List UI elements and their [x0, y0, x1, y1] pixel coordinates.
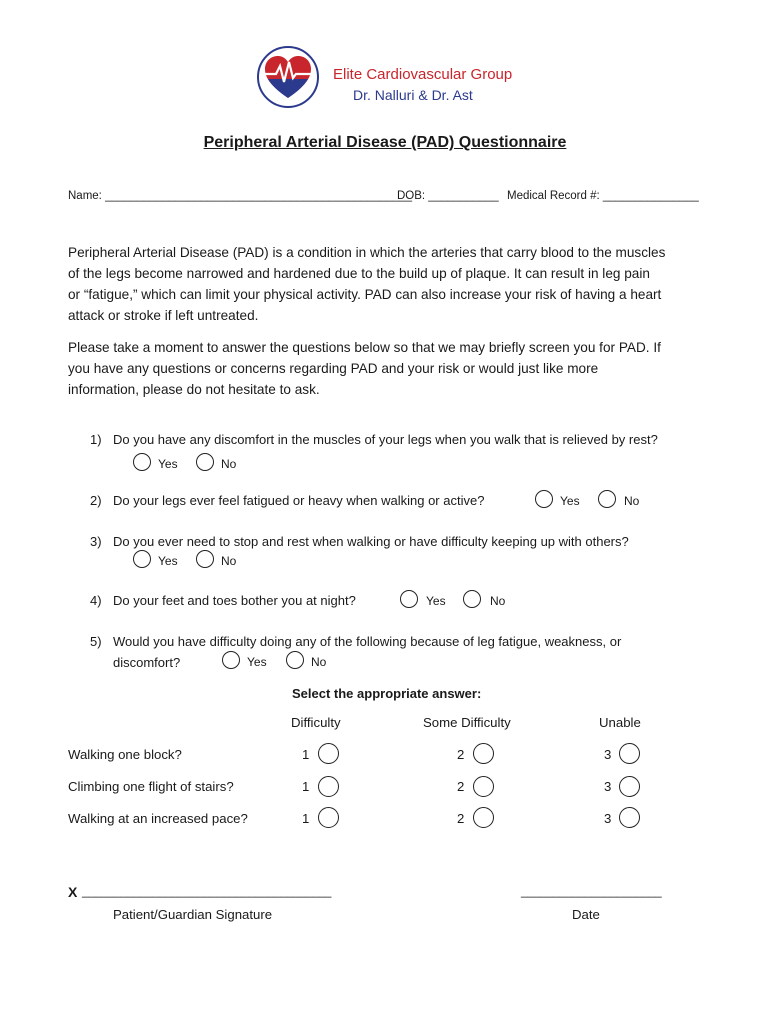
q5-yes-radio[interactable]: [222, 651, 240, 669]
q5-yes-label: Yes: [247, 655, 267, 669]
intro-line: Please take a moment to answer the questions below so that we may briefly screen you for PAD. If: [68, 340, 661, 355]
q2-yes-radio[interactable]: [535, 490, 553, 508]
q1-yes-radio[interactable]: [133, 453, 151, 471]
medical-record-field[interactable]: Medical Record #: _______________: [507, 190, 699, 202]
intro-paragraph-1: [68, 242, 708, 326]
intro-line: information, please do not hesitate to ask.: [68, 382, 320, 397]
row1-value-1: 1: [302, 747, 310, 762]
question-3-number: 3): [90, 534, 102, 549]
row1-unable-radio[interactable]: [619, 743, 640, 764]
dob-field[interactable]: DOB: ___________: [397, 190, 499, 202]
q2-no-label: No: [624, 494, 640, 508]
row2-unable-radio[interactable]: [619, 776, 640, 797]
signature-mark: X: [68, 884, 78, 900]
logo-emblem: [257, 46, 319, 108]
name-field[interactable]: Name: ________________________________________________: [68, 190, 413, 202]
intro-line: or “fatigue,” which can limit your physical activity. PAD can also increase your risk of having a heart: [68, 287, 662, 302]
row3-value-2: 2: [457, 811, 465, 826]
row-walking-increased-pace: Walking at an increased pace?: [68, 811, 248, 826]
row1-value-2: 2: [457, 747, 465, 762]
question-4-number: 4): [90, 593, 102, 608]
question-5-number: 5): [90, 634, 102, 649]
signature-line[interactable]: _______________________________________: [82, 886, 332, 898]
q1-no-radio[interactable]: [196, 453, 214, 471]
column-some-difficulty: Some Difficulty: [423, 715, 511, 730]
q5-no-radio[interactable]: [286, 651, 304, 669]
q4-yes-label: Yes: [426, 594, 446, 608]
q1-no-label: No: [221, 457, 237, 471]
row3-value-1: 1: [302, 811, 310, 826]
q5-no-label: No: [311, 655, 327, 669]
question-5-text: Would you have difficulty doing any of the following because of leg fatigue, weakness, or: [113, 634, 622, 649]
question-5-text-continued: discomfort?: [113, 655, 181, 670]
row1-some-difficulty-radio[interactable]: [473, 743, 494, 764]
q4-yes-radio[interactable]: [400, 590, 418, 608]
intro-line: attack or stroke if left untreated.: [68, 308, 259, 323]
q3-yes-radio[interactable]: [133, 550, 151, 568]
logo-name: Elite Cardiovascular Group: [333, 66, 513, 83]
row2-some-difficulty-radio[interactable]: [473, 776, 494, 797]
column-difficulty: Difficulty: [291, 715, 341, 730]
row2-value-1: 1: [302, 779, 310, 794]
row2-difficulty-radio[interactable]: [318, 776, 339, 797]
q3-no-label: No: [221, 554, 237, 568]
question-4-text: Do your feet and toes bother you at night?: [113, 593, 356, 608]
intro-line: of the legs become narrowed and hardened due to the build up of plaque. It can result in leg pain: [68, 266, 650, 281]
row-walking-one-block: Walking one block?: [68, 747, 182, 762]
question-2-number: 2): [90, 493, 102, 508]
row2-value-3: 3: [604, 779, 612, 794]
row3-some-difficulty-radio[interactable]: [473, 807, 494, 828]
question-2-text: Do your legs ever feel fatigued or heavy when walking or active?: [113, 493, 485, 508]
date-line[interactable]: ______________________: [521, 886, 662, 898]
question-1-number: 1): [90, 432, 102, 447]
row1-value-3: 3: [604, 747, 612, 762]
column-unable: Unable: [599, 715, 641, 730]
q2-yes-label: Yes: [560, 494, 580, 508]
q4-no-label: No: [490, 594, 506, 608]
intro-paragraph-2: [68, 337, 708, 400]
row3-difficulty-radio[interactable]: [318, 807, 339, 828]
q1-yes-label: Yes: [158, 457, 178, 471]
row1-difficulty-radio[interactable]: [318, 743, 339, 764]
q2-no-radio[interactable]: [598, 490, 616, 508]
row3-value-3: 3: [604, 811, 612, 826]
question-3-text: Do you ever need to stop and rest when walking or have difficulty keeping up with others?: [113, 534, 629, 549]
heart-icon: [259, 48, 317, 106]
row3-unable-radio[interactable]: [619, 807, 640, 828]
date-label: Date: [572, 907, 600, 922]
row2-value-2: 2: [457, 779, 465, 794]
grid-heading: Select the appropriate answer:: [292, 686, 482, 701]
q3-yes-label: Yes: [158, 554, 178, 568]
question-1-text: Do you have any discomfort in the muscles of your legs when you walk that is relieved by rest?: [113, 432, 658, 447]
row-climbing-stairs: Climbing one flight of stairs?: [68, 779, 234, 794]
intro-line: Peripheral Arterial Disease (PAD) is a condition in which the arteries that carry blood to the muscles: [68, 245, 666, 260]
logo-doctors: Dr. Nalluri & Dr. Ast: [353, 87, 473, 103]
q4-no-radio[interactable]: [463, 590, 481, 608]
q3-no-radio[interactable]: [196, 550, 214, 568]
intro-line: you have any questions or concerns regarding PAD and your risk or would just like more: [68, 361, 599, 376]
signature-label: Patient/Guardian Signature: [113, 907, 273, 922]
page-title: Peripheral Arterial Disease (PAD) Questionnaire: [203, 134, 567, 151]
